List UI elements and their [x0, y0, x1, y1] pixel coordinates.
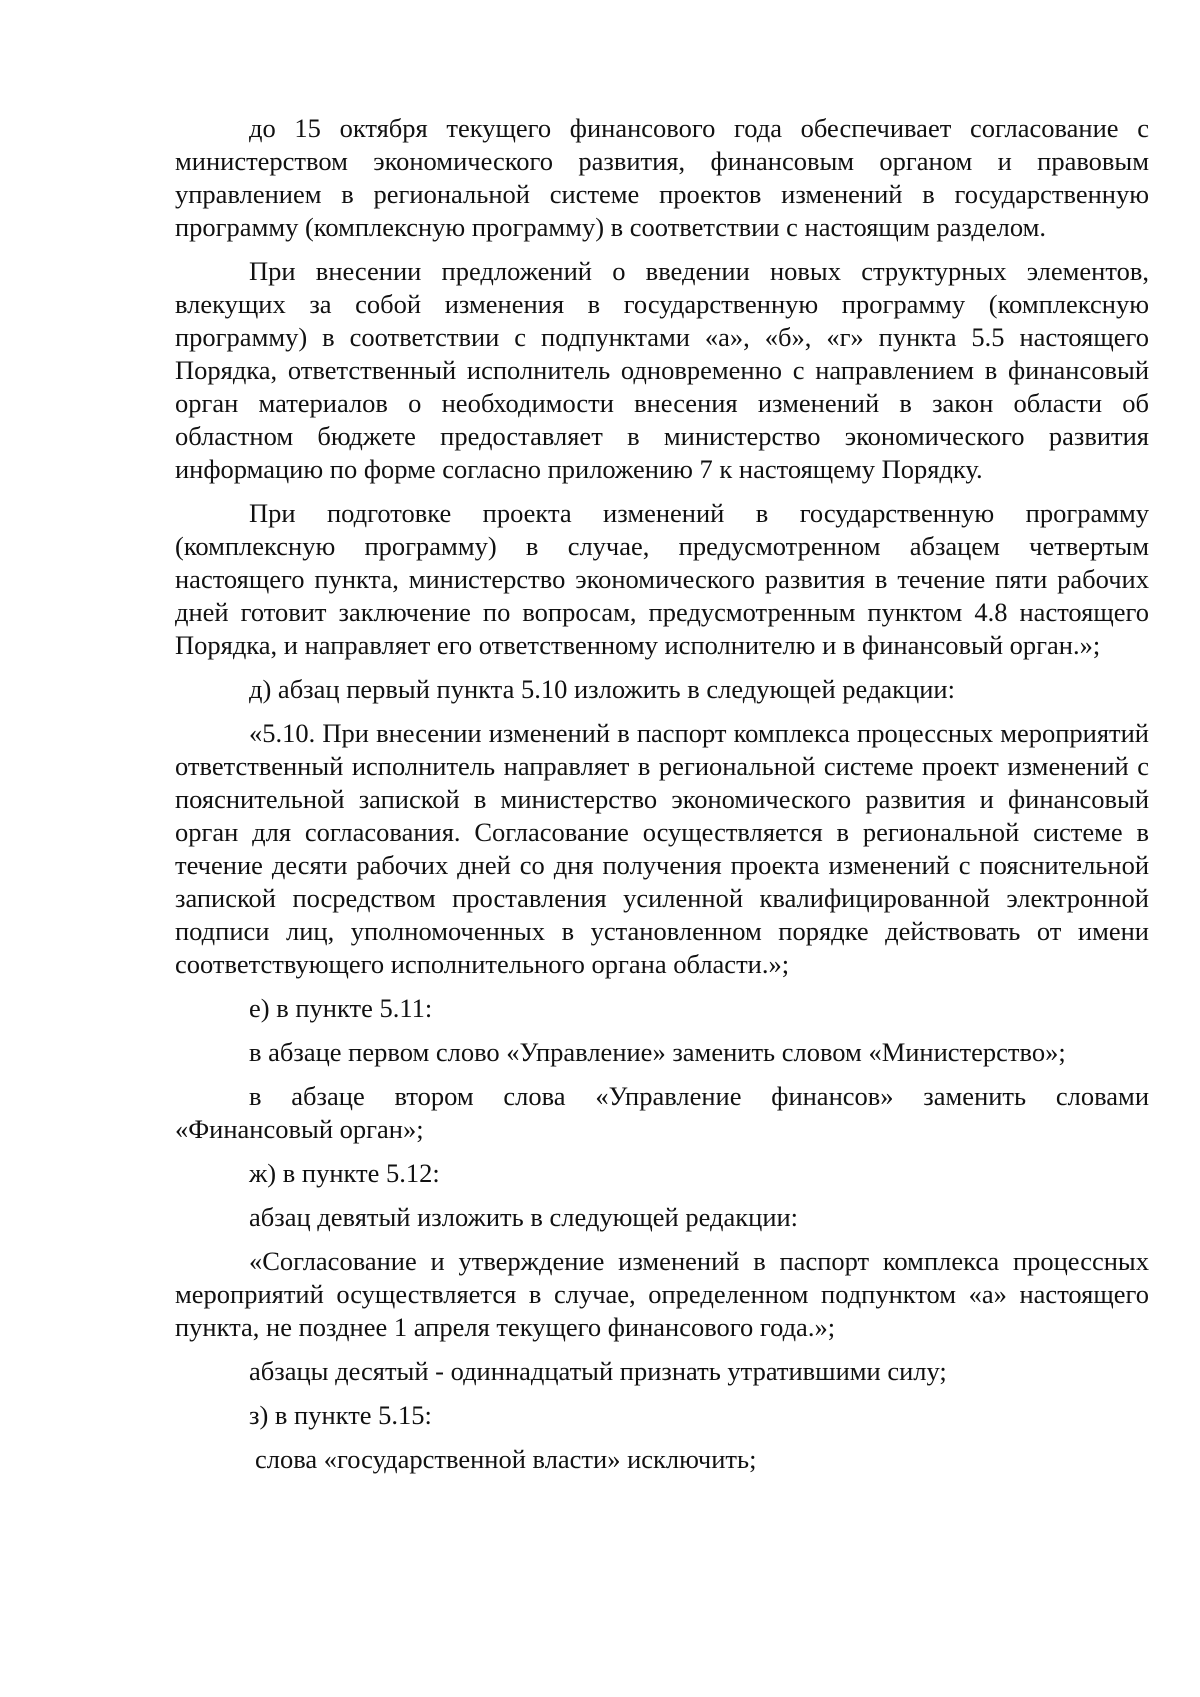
paragraph-clause-5-10: «5.10. При внесении изменений в паспорт комплекса процессных мероприятий ответственный исполнитель направляет в региональной системе проект изменений с пояснительной запиской в министерство экономического развития и финансовый орган для согласования. Согласование осуществляется в региональной системе в течение десяти рабочих дней со дня получения проекта изменений с пояснительной запиской посредством проставления усиленной квалифицированной электронной подписи лиц, уполномоченных в установленном порядке действовать от имени соответствующего исполнительного органа области.»;	[175, 718, 1149, 979]
paragraph-words-excluded: слова «государственной власти» исключить;	[255, 1444, 757, 1474]
paragraph-new-structural-elements: При внесении предложений о введении новых структурных элементов, влекущих за собой изменения в государственную программу (комплексную программу) в соответствии с подпунктами «а», «б», «г» пункта 5.5 настоящего Порядка, ответственный исполнитель одновременно с направлением в финансовый орган материалов о необходимости внесения изменений в закон области об областном бюджете предоставляет в министерство экономического развития информацию по форме согласно приложению 7 к настоящему Порядку.	[175, 256, 1149, 484]
paragraph-invalidated-abzacs: абзацы десятый - одиннадцатый признать утратившими силу;	[249, 1356, 947, 1386]
paragraph-first-abzac-replacement: в абзаце первом слово «Управление» заменить словом «Министерство»;	[249, 1037, 1066, 1067]
paragraph-item-d: д) абзац первый пункта 5.10 изложить в следующей редакции:	[249, 674, 955, 704]
paragraph-approval-deadline: до 15 октября текущего финансового года обеспечивает согласование с министерством экономического развития, финансовым органом и правовым управлением в региональной системе проектов изменений в государственную программу (комплексную программу) в соответствии с настоящим разделом.	[175, 113, 1149, 242]
paragraph-item-z: з) в пункте 5.15:	[249, 1400, 432, 1430]
document-body	[175, 112, 1149, 1487]
paragraph-second-abzac-replacement: в абзаце втором слова «Управление финансов» заменить словами «Финансовый орган»;	[175, 1081, 1149, 1144]
paragraph-draft-preparation: При подготовке проекта изменений в государственную программу (комплексную программу) в случае, предусмотренном абзацем четвертым настоящего пункта, министерство экономического развития в течение пяти рабочих дней готовит заключение по вопросам, предусмотренным пунктом 4.8 настоящего Порядка, и направляет его ответственному исполнителю и в финансовый орган.»;	[175, 498, 1149, 660]
paragraph-ninth-abzac: абзац девятый изложить в следующей редакции:	[249, 1202, 799, 1232]
paragraph-approval-process: «Согласование и утверждение изменений в паспорт комплекса процессных мероприятий осуществляется в случае, определенном подпунктом «а» настоящего пункта, не позднее 1 апреля текущего финансового года.»;	[175, 1246, 1149, 1342]
paragraph-item-e: е) в пункте 5.11:	[249, 993, 433, 1023]
paragraph-item-zh: ж) в пункте 5.12:	[249, 1158, 440, 1188]
